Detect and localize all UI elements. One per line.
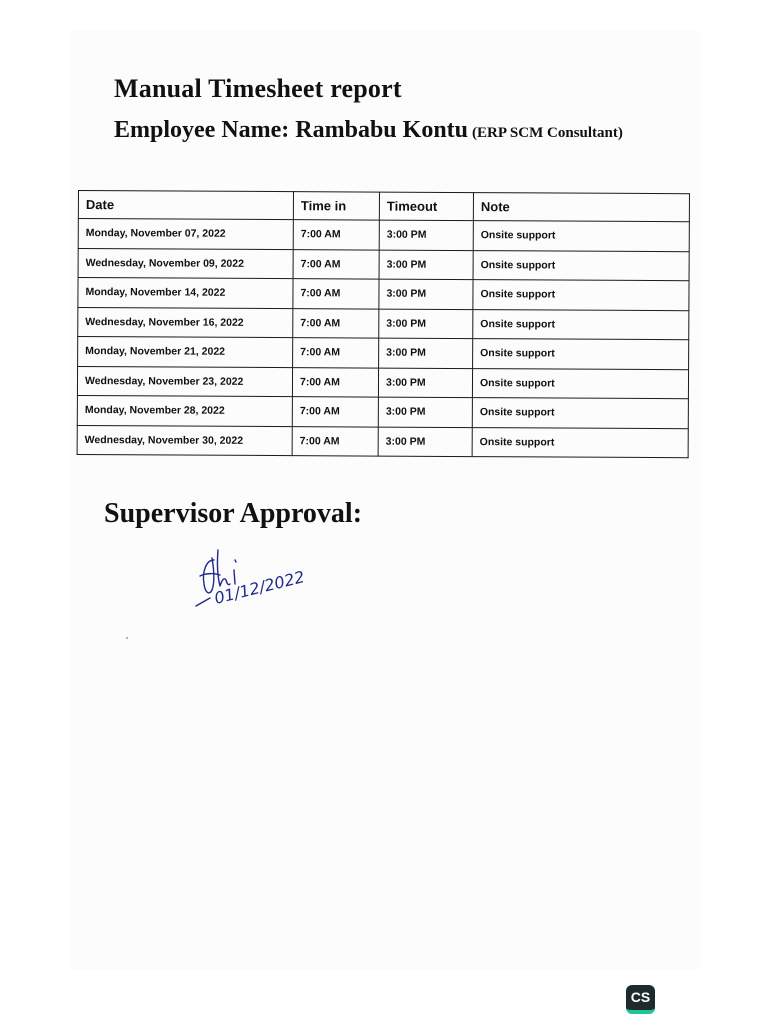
signature-date: 01/12/2022 [212,567,307,608]
supervisor-signature [188,540,318,615]
cell-time-in: 7:00 AM [292,397,378,427]
cell-date: Wednesday, November 16, 2022 [78,307,293,338]
header-date: Date [78,191,293,220]
employee-heading [114,117,623,144]
cell-timeout: 3:00 PM [379,279,473,309]
cell-note: Onsite support [473,339,689,370]
cell-timeout: 3:00 PM [379,250,473,280]
supervisor-approval-label: Supervisor Approval: [104,498,363,529]
cell-time-in: 7:00 AM [293,338,379,368]
cell-date: Monday, November 14, 2022 [78,278,293,309]
table-row [78,307,689,340]
table-row [77,395,688,428]
cell-timeout: 3:00 PM [379,220,473,250]
table-row [78,337,689,370]
header-note: Note [473,193,689,222]
cell-timeout: 3:00 PM [378,397,472,427]
header-timeout: Timeout [379,192,473,220]
cell-date: Wednesday, November 30, 2022 [77,425,292,456]
employee-role: (ERP SCM Consultant) [472,125,623,141]
cell-note: Onsite support [473,280,689,311]
cell-date: Monday, November 07, 2022 [78,219,293,250]
timesheet-table [77,190,690,458]
cell-timeout: 3:00 PM [378,368,472,398]
cell-time-in: 7:00 AM [293,308,379,338]
cell-note: Onsite support [473,309,689,340]
cell-timeout: 3:00 PM [379,338,473,368]
employee-name: Employee Name: Rambabu Kontu [114,117,469,143]
cell-time-in: 7:00 AM [292,367,378,397]
cell-time-in: 7:00 AM [292,426,378,456]
cell-note: Onsite support [472,398,688,429]
table-row [78,278,689,311]
cell-date: Wednesday, November 23, 2022 [77,366,292,397]
cell-date: Wednesday, November 09, 2022 [78,248,293,279]
cell-date: Monday, November 28, 2022 [77,395,292,426]
cell-note: Onsite support [472,427,688,458]
cell-time-in: 7:00 AM [293,220,379,250]
cell-time-in: 7:00 AM [293,279,379,309]
cell-date: Monday, November 21, 2022 [78,337,293,368]
table-header-row [78,191,689,222]
table-row [77,425,688,458]
table-row [77,366,688,399]
table-row [78,248,689,281]
document-title: Manual Timesheet report [114,74,402,103]
cell-note: Onsite support [473,250,689,281]
scan-speck [126,637,128,639]
cell-timeout: 3:00 PM [378,427,472,457]
cell-timeout: 3:00 PM [379,309,473,339]
cell-time-in: 7:00 AM [293,249,379,279]
cell-note: Onsite support [473,221,689,252]
cell-note: Onsite support [472,368,688,399]
table-row [78,219,689,252]
header-time-in: Time in [293,192,379,220]
camscanner-logo-icon: CS [626,985,655,1014]
